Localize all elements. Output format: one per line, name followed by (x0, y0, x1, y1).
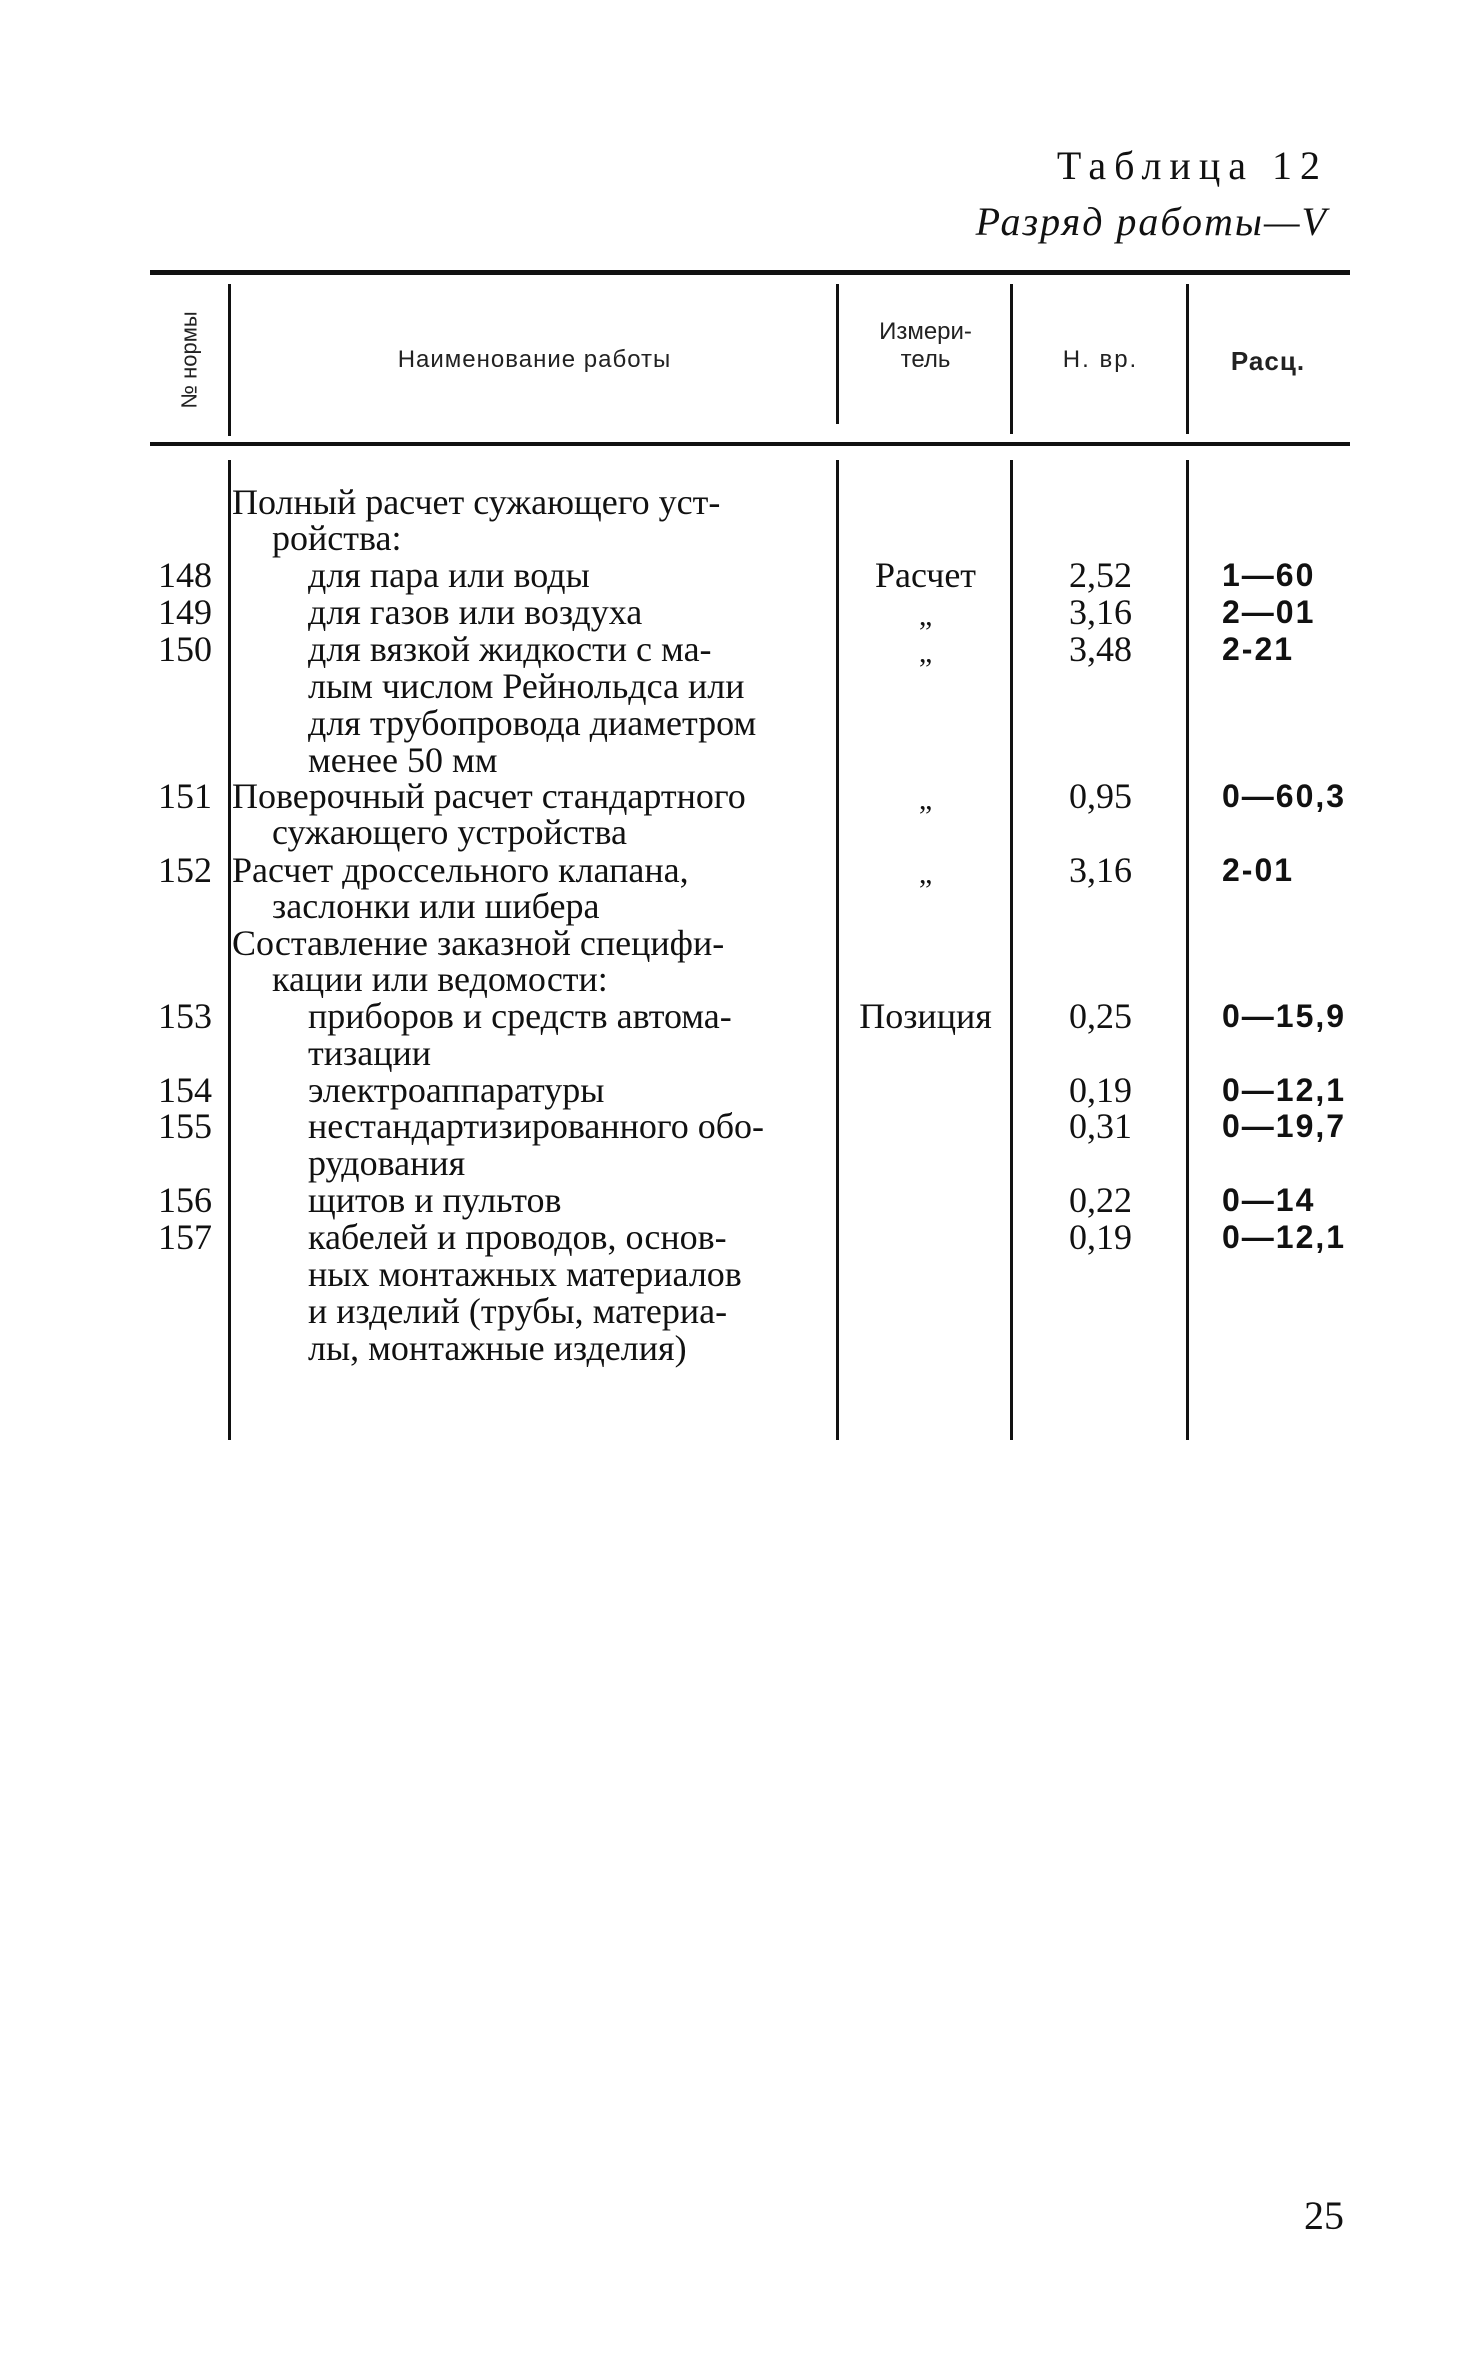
row-number: 156 (158, 1180, 212, 1220)
ditto-mark: „ (918, 599, 933, 632)
row-norm: 0,95 (1069, 776, 1132, 816)
row-rate: 0—14 (1222, 1182, 1316, 1218)
row-name-cont: лы, монтажные изделия) (308, 1328, 687, 1368)
ditto-mark: „ (918, 636, 933, 669)
column-header-unit: Измери- тель (879, 318, 972, 373)
row-norm: 0,31 (1069, 1106, 1132, 1146)
row-rate: 0—15,9 (1222, 998, 1347, 1034)
row-norm: 3,16 (1069, 592, 1132, 632)
row-rate: 0—60,3 (1222, 778, 1347, 814)
row-norm: 0,19 (1069, 1217, 1132, 1257)
row-number: 149 (158, 592, 212, 632)
row-unit: Позиция (859, 996, 992, 1036)
row-number: 152 (158, 850, 212, 890)
page-number: 25 (1304, 2193, 1344, 2238)
row-rate: 0—12,1 (1222, 1072, 1347, 1108)
column-header-norm: Н. вр. (1062, 346, 1139, 373)
row-name-cont: ных монтажных материалов (308, 1254, 742, 1294)
row-name: щитов и пультов (308, 1180, 562, 1220)
row-name: кабелей и проводов, основ- (308, 1217, 727, 1257)
row-name-cont: и изделий (трубы, материа- (308, 1291, 728, 1331)
ditto-mark: „ (918, 783, 933, 816)
row-rate: 2—01 (1222, 594, 1316, 630)
row-name-cont: менее 50 мм (308, 740, 498, 780)
column-header-rate: Расц. (1230, 346, 1306, 376)
row-norm: 2,52 (1069, 555, 1132, 595)
group-heading: Полный расчет сужающего уст- (232, 482, 721, 522)
row-name: приборов и средств автома- (308, 996, 732, 1036)
table-title: Таблица 12 (1056, 143, 1328, 188)
row-norm: 3,48 (1069, 629, 1132, 669)
row-number: 148 (158, 555, 212, 595)
row-number: 155 (158, 1106, 212, 1146)
row-rate: 2-01 (1222, 852, 1295, 888)
work-grade: Разряд работы—V (975, 199, 1328, 244)
row-name: нестандартизированного обо- (308, 1106, 765, 1146)
ditto-mark: „ (918, 857, 933, 890)
header-bottom-rule (150, 442, 1350, 446)
row-norm: 0,22 (1069, 1180, 1132, 1220)
row-norm: 3,16 (1069, 850, 1132, 890)
row-number: 157 (158, 1217, 212, 1257)
row-number: 150 (158, 629, 212, 669)
table-top-rule (150, 270, 1350, 275)
row-name-cont: тизации (308, 1033, 431, 1073)
row-name: для вязкой жидкости с ма- (308, 629, 712, 669)
row-unit: Расчет (874, 555, 977, 595)
row-number: 151 (158, 776, 212, 816)
row-name-cont: для трубопровода диаметром (308, 703, 757, 743)
row-name: Расчет дроссельного клапана, (232, 850, 689, 890)
row-rate: 1—60 (1222, 557, 1316, 593)
row-name: Поверочный расчет стандартного (232, 776, 746, 816)
row-number: 154 (158, 1070, 212, 1110)
row-norm: 0,25 (1069, 996, 1132, 1036)
row-name-cont: лым числом Рейнольдса или (308, 666, 745, 706)
row-norm: 0,19 (1069, 1070, 1132, 1110)
group-heading: кации или ведомости: (272, 959, 608, 999)
row-name: для пара или воды (308, 555, 590, 595)
row-name-cont: рудования (308, 1143, 466, 1183)
row-rate: 0—19,7 (1222, 1108, 1347, 1144)
column-header-number: № нормы (177, 311, 202, 409)
row-name: для газов или воздуха (308, 592, 643, 632)
row-rate: 0—12,1 (1222, 1219, 1347, 1255)
row-name: электроаппаратуры (308, 1070, 605, 1110)
row-name-cont: сужающего устройства (272, 812, 627, 852)
body-divider (228, 460, 231, 1440)
group-heading: ройства: (272, 518, 402, 558)
group-heading: Составление заказной специфи- (232, 923, 725, 963)
column-header-name: Наименование работы (397, 346, 672, 373)
row-rate: 2-21 (1222, 631, 1295, 667)
row-number: 153 (158, 996, 212, 1036)
row-name-cont: заслонки или шибера (272, 886, 600, 926)
